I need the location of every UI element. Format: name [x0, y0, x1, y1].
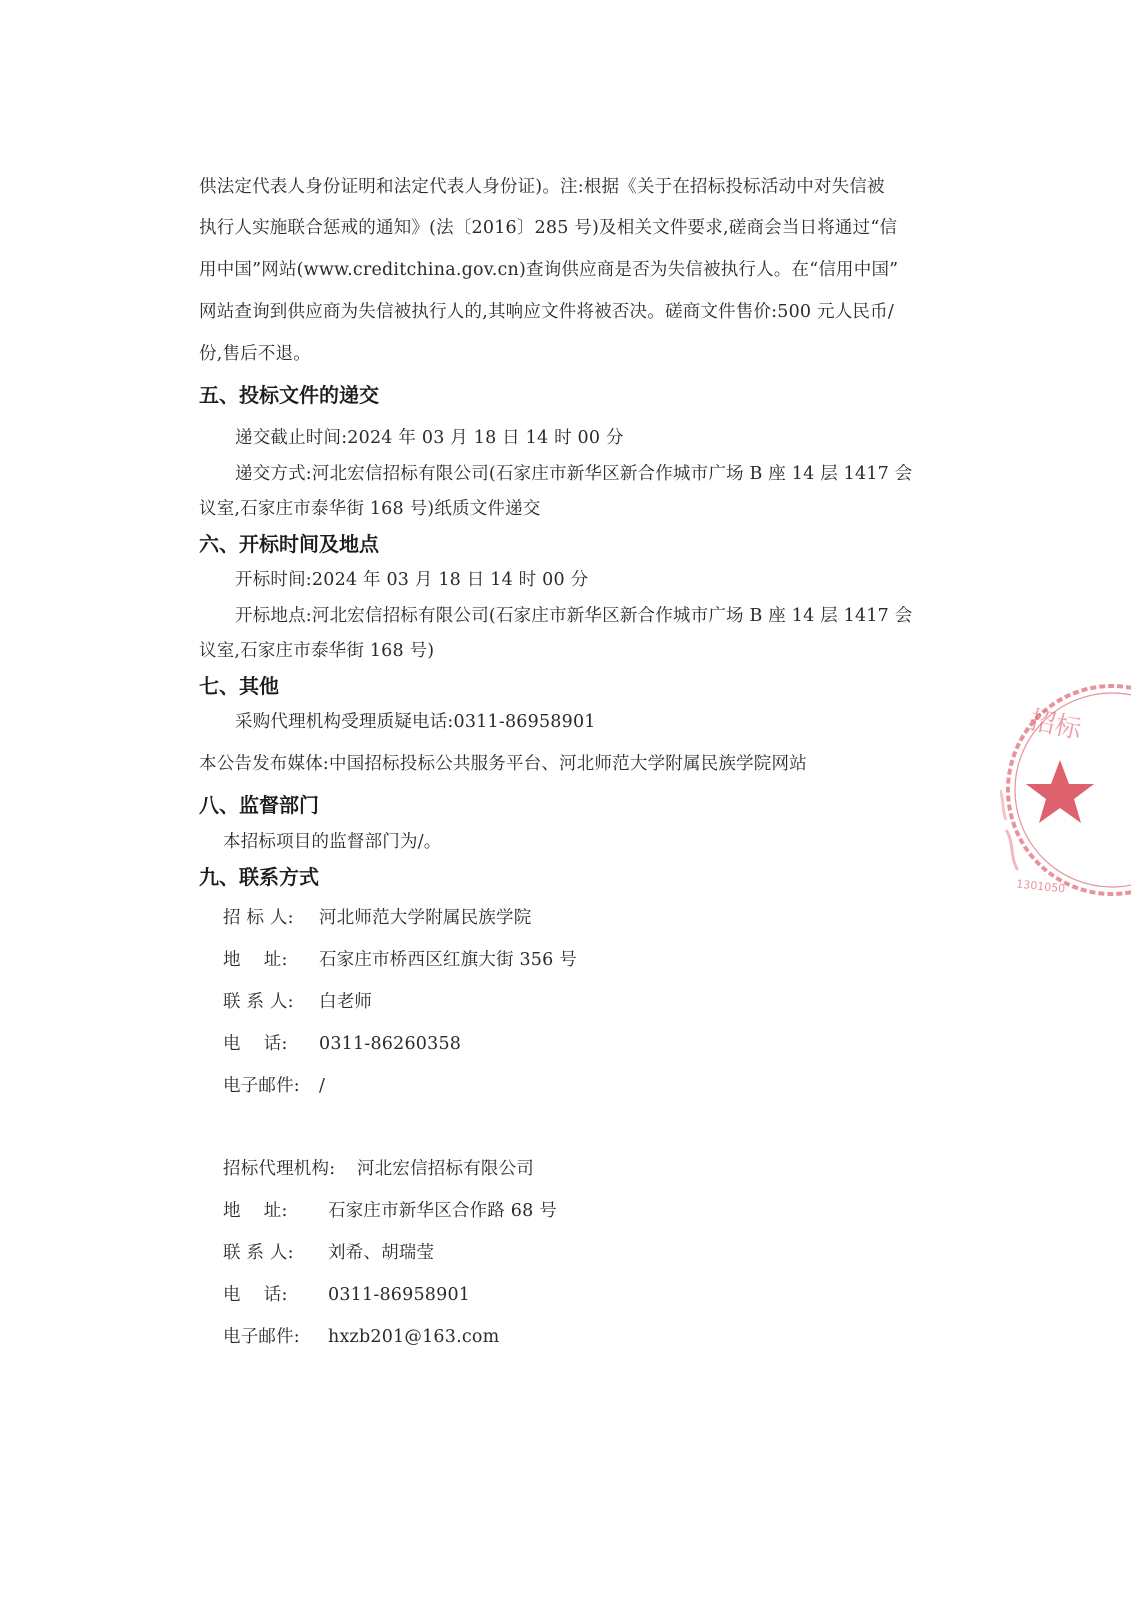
- tenderer-phone-label: 电 话:: [223, 1034, 288, 1054]
- tenderer-email-label: 电子邮件:: [223, 1076, 300, 1096]
- tenderer-phone: 0311-86260358: [319, 1034, 462, 1054]
- agency-email: hxzb201@163.com: [328, 1327, 500, 1347]
- section-6-heading: 六、开标时间及地点: [199, 532, 379, 556]
- tenderer-contact-row: [223, 990, 372, 1014]
- tenderer-email-row: [223, 1074, 325, 1098]
- seal-chars: 招标: [1026, 705, 1084, 746]
- section-9-heading: 九、联系方式: [199, 865, 319, 889]
- opening-place-line-2: 议室,石家庄市泰华街 168 号): [199, 641, 435, 661]
- submission-method-line-1: 递交方式:河北宏信招标有限公司(石家庄市新华区新合作城市广场 B 座 14 层 1417 会: [235, 464, 913, 484]
- agency-address-row: [223, 1199, 557, 1223]
- seal-graphic: [1000, 680, 1131, 920]
- section-8-heading: 八、监督部门: [199, 793, 319, 817]
- submission-deadline: 递交截止时间:2024 年 03 月 18 日 14 时 00 分: [235, 428, 624, 448]
- agency-contact-row: [223, 1241, 434, 1265]
- agency-email-row: [223, 1325, 499, 1349]
- tenderer-address-label: 地 址:: [223, 950, 288, 970]
- agency-name-label: 招标代理机构:: [223, 1159, 336, 1179]
- tenderer-contact-label: 联 系 人:: [223, 992, 294, 1012]
- intro-line-3: 用中国”网站(www.creditchina.gov.cn)查询供应商是否为失信被执行人。在“信用中国”: [199, 260, 899, 280]
- tenderer-address-row: [223, 948, 577, 972]
- agency-contact: 刘希、胡瑞莹: [328, 1243, 435, 1263]
- publication-media: 本公告发布媒体:中国招标投标公共服务平台、河北师范大学附属民族学院网站: [199, 754, 807, 774]
- tenderer-name: 河北师范大学附属民族学院: [319, 908, 532, 928]
- agency-name: 河北宏信招标有限公司: [357, 1159, 534, 1179]
- intro-line-2: 执行人实施联合惩戒的通知》(法〔2016〕285 号)及相关文件要求,磋商会当日将通过“信: [199, 218, 898, 238]
- agency-phone-row: [223, 1283, 470, 1307]
- intro-line-4: 网站查询到供应商为失信被执行人的,其响应文件将被否决。磋商文件售价:500 元人民币/: [199, 302, 894, 322]
- opening-time: 开标时间:2024 年 03 月 18 日 14 时 00 分: [235, 570, 589, 590]
- seal-star-icon: [1026, 760, 1094, 823]
- tenderer-email: /: [319, 1076, 326, 1096]
- tenderer-name-row: [223, 906, 531, 930]
- agency-name-row: [223, 1157, 534, 1181]
- tenderer-address: 石家庄市桥西区红旗大街 356 号: [319, 950, 577, 970]
- tenderer-contact: 白老师: [319, 992, 373, 1012]
- section-5-heading: 五、投标文件的递交: [199, 383, 379, 407]
- tenderer-name-label: 招 标 人:: [223, 908, 294, 928]
- agency-email-label: 电子邮件:: [223, 1327, 300, 1347]
- section-7-heading: 七、其他: [199, 674, 279, 698]
- tenderer-phone-row: [223, 1032, 461, 1056]
- agency-address-label: 地 址:: [223, 1201, 288, 1221]
- seal-number: 1301050: [1015, 877, 1066, 896]
- opening-place-line-1: 开标地点:河北宏信招标有限公司(石家庄市新华区新合作城市广场 B 座 14 层 1417 会: [235, 606, 913, 626]
- intro-line-1: 供法定代表人身份证明和法定代表人身份证)。注:根据《关于在招标投标活动中对失信被: [199, 177, 885, 197]
- agency-phone: 0311-86958901: [328, 1285, 471, 1305]
- submission-method-line-2: 议室,石家庄市泰华街 168 号)纸质文件递交: [199, 499, 541, 519]
- query-phone: 采购代理机构受理质疑电话:0311-86958901: [235, 712, 596, 732]
- agency-phone-label: 电 话:: [223, 1285, 288, 1305]
- supervision-text: 本招标项目的监督部门为/。: [223, 832, 442, 852]
- company-seal-fragment: [1000, 680, 1131, 920]
- agency-contact-label: 联 系 人:: [223, 1243, 294, 1263]
- intro-line-5: 份,售后不退。: [199, 344, 311, 364]
- agency-address: 石家庄市新华区合作路 68 号: [328, 1201, 557, 1221]
